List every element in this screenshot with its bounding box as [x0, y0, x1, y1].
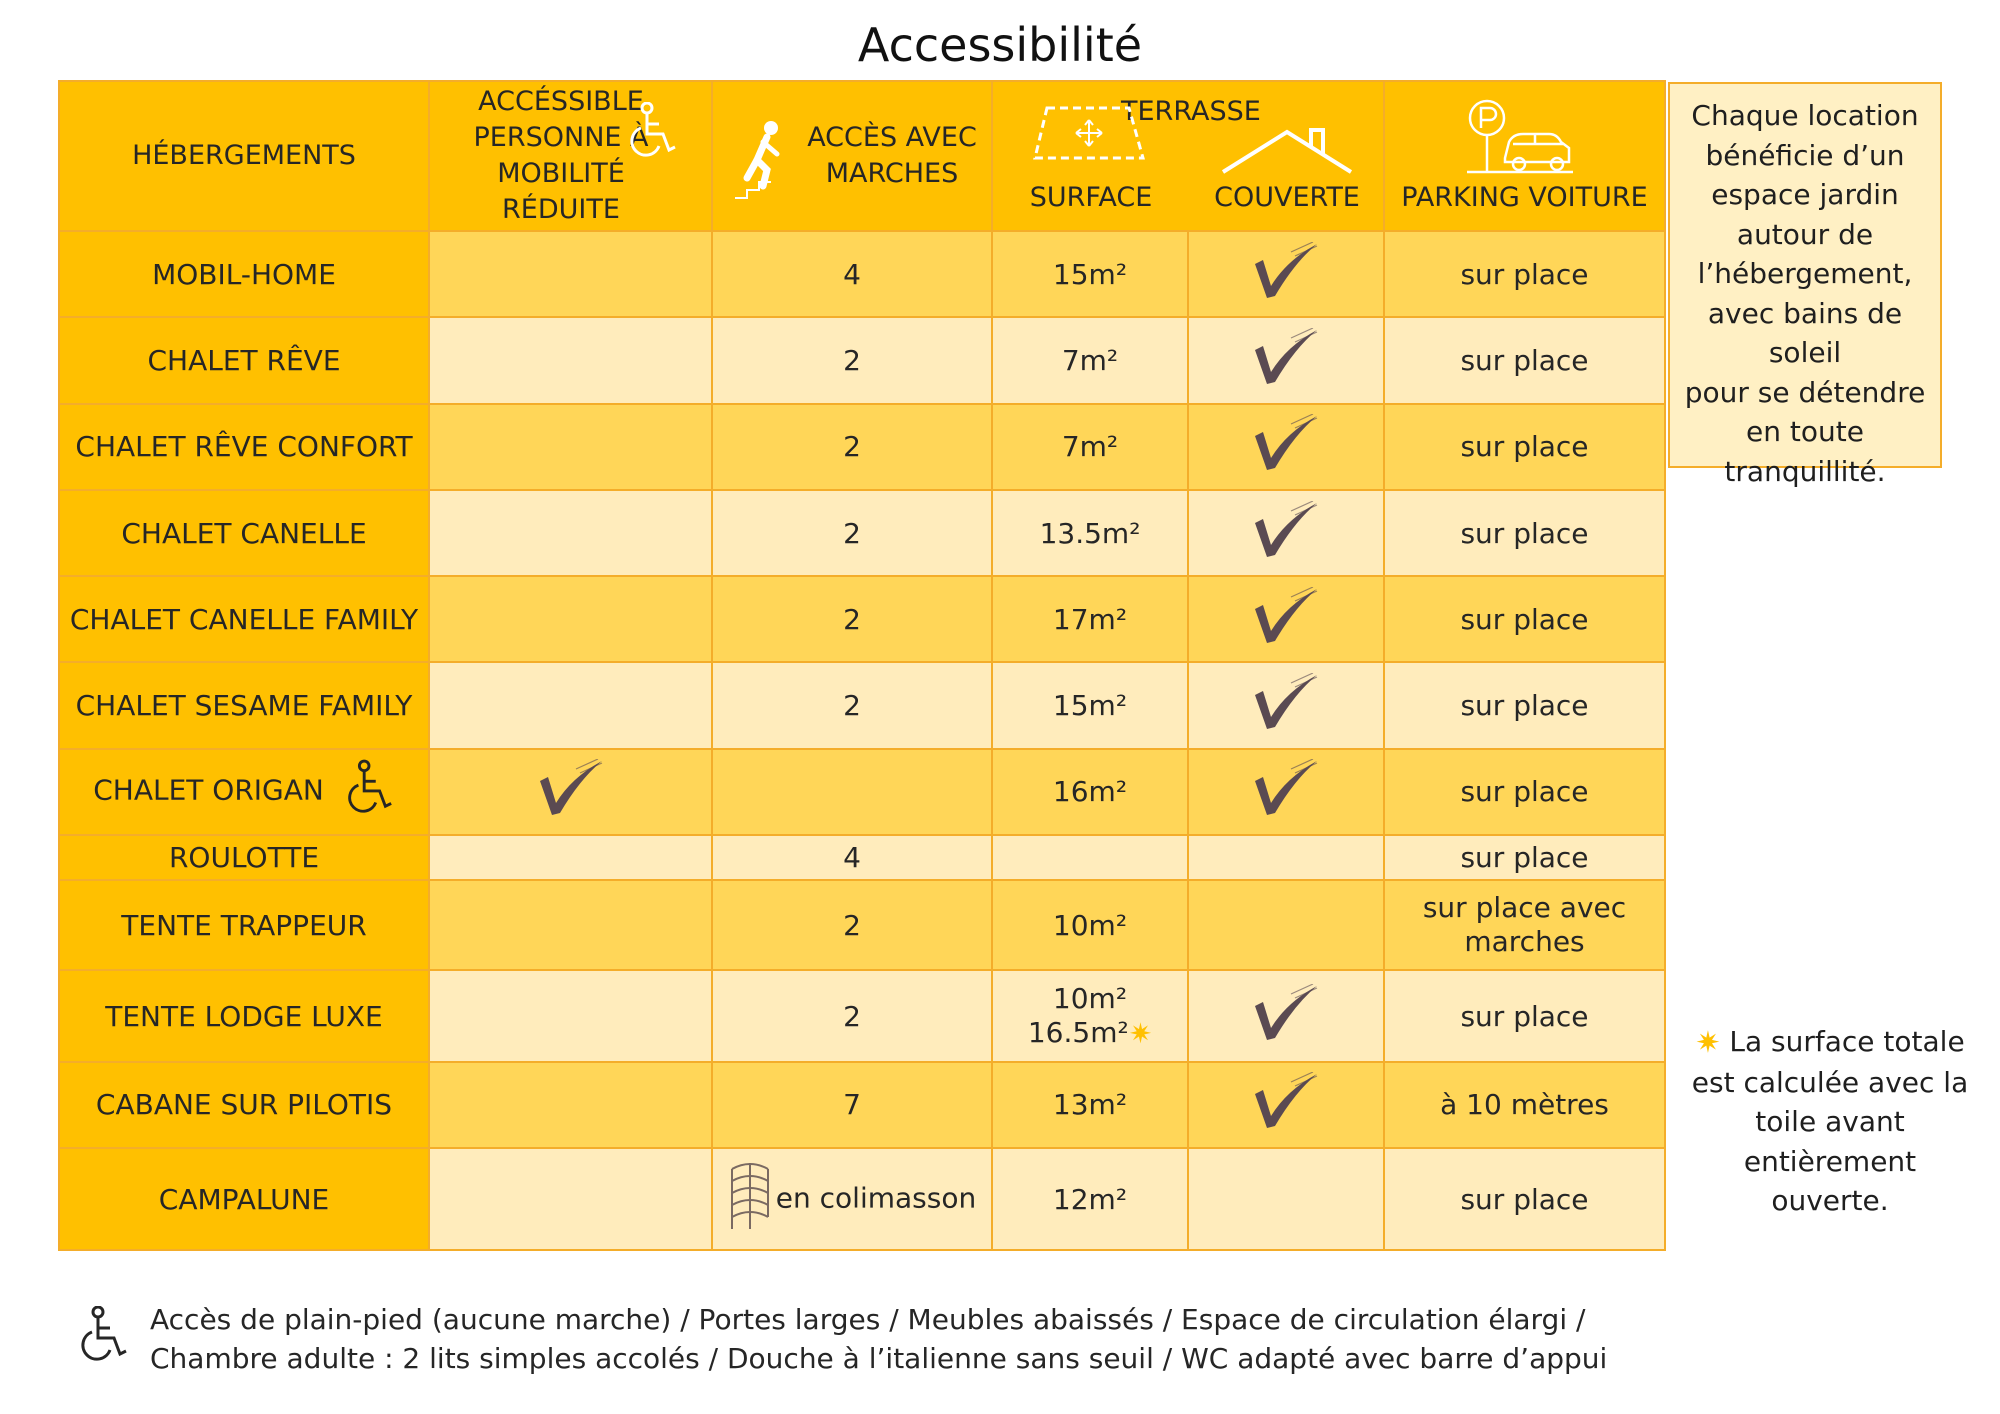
note-line: tranquillité. — [1724, 454, 1886, 488]
check-icon — [1251, 242, 1321, 307]
parking-cell: sur place — [1384, 317, 1665, 403]
couverte-cell — [1188, 317, 1384, 403]
steps-cell: 2 — [712, 404, 992, 490]
couverte-cell — [1188, 490, 1384, 576]
check-icon — [1251, 414, 1321, 479]
header-couverte: COUVERTE — [1189, 82, 1385, 230]
note-line: avec bains de soleil — [1707, 296, 1903, 369]
header-steps: ACCÈS AVEC MARCHES — [712, 81, 992, 231]
pmr-cell — [429, 749, 712, 835]
couverte-cell — [1188, 404, 1384, 490]
parking-cell: sur place — [1384, 835, 1665, 880]
row-name: CHALET RÊVE — [59, 317, 429, 403]
surface-cell — [992, 835, 1188, 880]
surface-cell: 15m² — [992, 231, 1188, 317]
note-line: l’hébergement, — [1697, 257, 1913, 290]
table-row — [59, 1148, 1665, 1250]
table-row — [59, 970, 1665, 1061]
row-name: CHALET SESAME FAMILY — [59, 662, 429, 748]
roof-icon — [1219, 126, 1355, 183]
couverte-cell — [1188, 835, 1384, 880]
parking-cell: sur place — [1384, 749, 1665, 835]
star-note-line: entièrement — [1743, 1144, 1917, 1178]
surface-cell: 16m² — [992, 749, 1188, 835]
note-line: en toute — [1746, 415, 1864, 448]
pmr-cell — [429, 576, 712, 662]
steps-cell: 2 — [712, 317, 992, 403]
check-icon — [1251, 501, 1321, 566]
couverte-cell — [1188, 662, 1384, 748]
row-name: ROULOTTE — [59, 835, 429, 880]
surface-cell — [992, 970, 1188, 1061]
parking-cell: sur place — [1384, 404, 1665, 490]
table-row — [59, 835, 1665, 880]
parking-cell: sur place — [1384, 490, 1665, 576]
table-row — [59, 490, 1665, 576]
table-row — [59, 1062, 1665, 1148]
legend-line: Chambre adulte : 2 lits simples accolés / Douche à l’italienne sans seuil / WC adapté avec barre d’appui — [150, 1342, 1608, 1375]
surface-cell: 7m² — [992, 317, 1188, 403]
row-name: CAMPALUNE — [59, 1148, 429, 1250]
garden-note — [1668, 82, 1942, 488]
couverte-cell — [1188, 880, 1384, 970]
steps-cell — [712, 749, 992, 835]
row-name: CHALET RÊVE CONFORT — [59, 404, 429, 490]
check-icon — [1251, 1072, 1321, 1137]
note-line: Chaque location — [1691, 99, 1919, 132]
parking-cell: sur place — [1384, 231, 1665, 317]
header-parking: PARKING VOITURE — [1384, 81, 1665, 231]
row-name: CABANE SUR PILOTIS — [59, 1062, 429, 1148]
couverte-cell — [1188, 1062, 1384, 1148]
table-row — [59, 880, 1665, 970]
row-name: CHALET CANELLE — [59, 490, 429, 576]
couverte-cell — [1188, 1148, 1384, 1250]
steps-cell: 7 — [712, 1062, 992, 1148]
steps-cell: 2 — [712, 662, 992, 748]
steps-text: en colimasson — [775, 1181, 977, 1215]
wheelchair-icon — [76, 1306, 130, 1368]
pmr-cell — [429, 317, 712, 403]
table-row — [59, 317, 1665, 403]
parking-cell: à 10 mètres — [1384, 1062, 1665, 1148]
parking-cell: sur place — [1384, 970, 1665, 1061]
accessibility-table — [58, 80, 1666, 1251]
accessibility-legend — [150, 1300, 1650, 1378]
header-terrasse: TERRASSE SURFACE COUVERTE — [992, 81, 1384, 231]
surface-cell: 10m² — [992, 880, 1188, 970]
couverte-cell — [1188, 231, 1384, 317]
star-note-line: toile avant — [1755, 1105, 1905, 1139]
check-icon — [1251, 587, 1321, 652]
spiral-staircase-icon — [728, 1161, 772, 1238]
row-name: TENTE TRAPPEUR — [59, 880, 429, 970]
header-surface: SURFACE — [993, 82, 1189, 230]
surface-line: 16.5m² — [1027, 1015, 1129, 1049]
star-icon: ✷ — [1695, 1025, 1721, 1061]
table-row — [59, 231, 1665, 317]
pmr-cell — [429, 662, 712, 748]
parking-cell: sur place — [1384, 576, 1665, 662]
pmr-cell — [429, 1148, 712, 1250]
pmr-cell — [429, 1062, 712, 1148]
parking-line: marches — [1464, 925, 1585, 959]
header-pmr: ACCÉSSIBLE PERSONNE À MOBILITÉ RÉDUITE — [429, 81, 712, 231]
row-name: CHALET CANELLE FAMILY — [59, 576, 429, 662]
check-icon — [536, 759, 606, 824]
parking-car-icon — [1465, 98, 1575, 181]
parking-cell — [1384, 880, 1665, 970]
parking-line: sur place avec — [1422, 891, 1627, 925]
pmr-cell — [429, 404, 712, 490]
pmr-cell — [429, 835, 712, 880]
steps-cell: 2 — [712, 880, 992, 970]
steps-cell: 2 — [712, 970, 992, 1061]
header-hebergements: HÉBERGEMENTS — [59, 81, 429, 231]
surface-cell: 15m² — [992, 662, 1188, 748]
legend-line: Accès de plain-pied (aucune marche) / Portes larges / Meubles abaissés / Espace de circulation élargi / — [150, 1303, 1586, 1336]
star-note-line: ouverte. — [1771, 1184, 1889, 1218]
parking-cell: sur place — [1384, 662, 1665, 748]
table-header-row — [59, 81, 1665, 231]
steps-cell — [712, 1148, 992, 1250]
surface-cell: 12m² — [992, 1148, 1188, 1250]
star-note-line: La surface totale — [1729, 1025, 1965, 1058]
steps-cell: 4 — [712, 835, 992, 880]
check-icon — [1251, 759, 1321, 824]
pmr-cell — [429, 880, 712, 970]
check-icon — [1251, 984, 1321, 1049]
row-name — [59, 749, 429, 835]
pmr-cell — [429, 970, 712, 1061]
surface-area-icon — [1029, 102, 1149, 173]
star-note-line: est calculée avec la — [1691, 1065, 1969, 1099]
parking-cell: sur place — [1384, 1148, 1665, 1250]
table-row — [59, 749, 1665, 835]
row-name: MOBIL-HOME — [59, 231, 429, 317]
wheelchair-icon — [625, 102, 679, 167]
wheelchair-icon — [343, 759, 395, 824]
surface-footnote — [1690, 1022, 1970, 1221]
check-icon — [1251, 328, 1321, 393]
page-title: Accessibilité — [857, 18, 1143, 72]
couverte-cell — [1188, 576, 1384, 662]
steps-cell: 4 — [712, 231, 992, 317]
stairs-walker-icon — [733, 120, 789, 207]
couverte-cell — [1188, 749, 1384, 835]
surface-line: 10m² — [1052, 981, 1128, 1015]
table-row — [59, 576, 1665, 662]
steps-cell: 2 — [712, 576, 992, 662]
couverte-cell — [1188, 970, 1384, 1061]
note-line: pour se détendre — [1684, 375, 1926, 409]
surface-cell: 13.5m² — [992, 490, 1188, 576]
check-icon — [1251, 673, 1321, 738]
row-name-label: CHALET ORIGAN — [93, 773, 324, 807]
note-line: autour de — [1736, 217, 1874, 251]
pmr-cell — [429, 490, 712, 576]
pmr-cell — [429, 231, 712, 317]
steps-cell: 2 — [712, 490, 992, 576]
table-row — [59, 662, 1665, 748]
row-name: TENTE LODGE LUXE — [59, 970, 429, 1061]
table-row — [59, 404, 1665, 490]
surface-cell: 7m² — [992, 404, 1188, 490]
surface-cell: 17m² — [992, 576, 1188, 662]
note-line: bénéficie d’un — [1705, 138, 1905, 172]
note-line: espace jardin — [1711, 178, 1899, 211]
star-icon: ✷ — [1128, 1016, 1153, 1050]
surface-cell: 13m² — [992, 1062, 1188, 1148]
